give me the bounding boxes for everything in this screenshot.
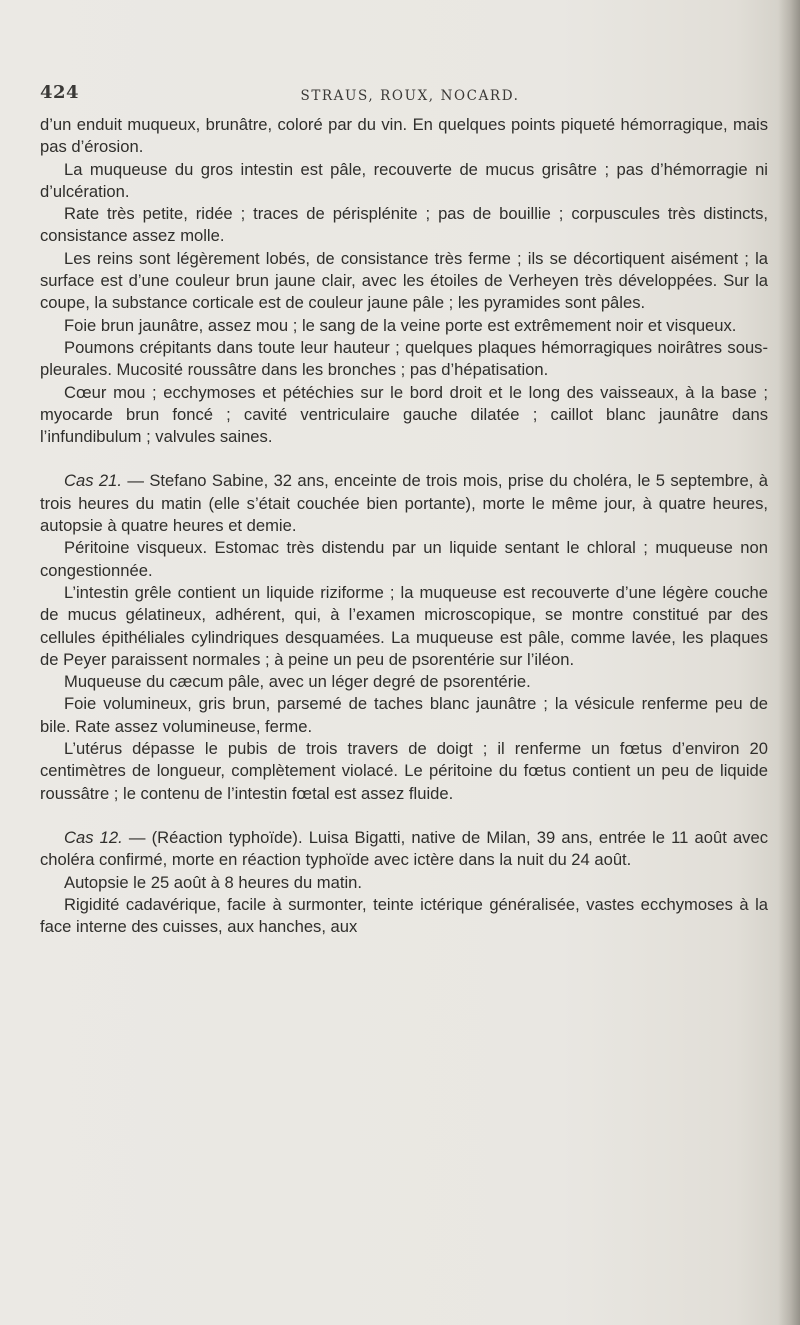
paragraph: L’intestin grêle contient un liquide riziforme ; la muqueuse est recouverte d’une légère couche de mucus gélatineux, adhérent, qui, à l’examen microscopique, se montre constitué par des cellules épithéliales cylindriques desquamées. La muqueuse est pâle, comme lavée, les plaques de Peyer paraissent normales ; à peine un peu de psorentérie sur l’iléon.	[40, 582, 768, 669]
paragraph: L’utérus dépasse le pubis de trois travers de doigt ; il renferme un fœtus d’environ 20 centimètres de longueur, complètement violacé. Le péritoine du fœtus contient un peu de liquide roussâtre ; le contenu de l’intestin fœtal est assez fluide.	[40, 739, 768, 803]
case-12-heading	[40, 827, 768, 872]
page-header	[40, 82, 780, 110]
paragraph: Autopsie le 25 août à 8 heures du matin.	[64, 872, 362, 892]
paragraph: La muqueuse du gros intestin est pâle, recouverte de mucus grisâtre ; pas d’hémorragie ni d’ulcération.	[40, 159, 768, 201]
paragraph: Les reins sont légèrement lobés, de consistance très ferme ; ils se décortiquent aisément ; la surface est d’une couleur brun jaune clair, avec les étoiles de Verheyen très développées. Sur la coupe, la substance corticale est de couleur jaune pâle ; les pyramides sont pâles.	[40, 248, 768, 313]
paragraph: Rigidité cadavérique, facile à surmonter, teinte ictérique généralisée, vastes ecchymoses à la face interne des cuisses, aux hanches, aux	[40, 894, 768, 937]
case-21-heading	[40, 470, 768, 537]
body-text	[40, 114, 768, 938]
page-number: 424	[40, 82, 80, 103]
paragraph: Rate très petite, ridée ; traces de périsplénite ; pas de bouillie ; corpuscules très distincts, consistance assez molle.	[40, 204, 768, 246]
case-21-text: — Stefano Sabine, 32 ans, enceinte de trois mois, prise du choléra, le 5 septembre, à trois heures du matin (elle s’était couchée bien portante), morte le même jour, à quatre heures, autopsie à quatre heures et demie.	[40, 471, 768, 536]
paragraph: Muqueuse du cæcum pâle, avec un léger degré de psorentérie.	[64, 672, 531, 692]
page-edge-shadow	[778, 0, 800, 1325]
case-21-label: Cas 21.	[64, 471, 122, 491]
section-gap	[40, 448, 768, 470]
case-12-text: — (Réaction typhoïde). Luisa Bigatti, native de Milan, 39 ans, entrée le 11 août avec choléra confirmé, morte en réaction typhoïde avec ictère dans la nuit du 24 août.	[40, 827, 768, 870]
paragraph: Foie volumineux, gris brun, parsemé de taches blanc jaunâtre ; la vésicule renferme peu de bile. Rate assez volumineuse, ferme.	[40, 694, 768, 736]
paragraph: d’un enduit muqueux, brunâtre, coloré par du vin. En quelques points piqueté hémorragique, mais pas d’érosion.	[40, 115, 768, 157]
paragraph: Foie brun jaunâtre, assez mou ; le sang de la veine porte est extrêmement noir et visqueux.	[64, 315, 737, 335]
section-gap	[40, 805, 768, 827]
paragraph: Péritoine visqueux. Estomac très distendu par un liquide sentant le chloral ; muqueuse non congestionnée.	[40, 538, 768, 580]
case-12-label: Cas 12.	[64, 827, 123, 847]
paragraph: Cœur mou ; ecchymoses et pétéchies sur le bord droit et le long des vaisseaux, à la base ; myocarde brun foncé ; cavité ventriculaire gauche dilatée ; caillot blanc jaunâtre dans l’infundibulum ; valvules saines.	[40, 382, 768, 447]
paragraph: Poumons crépitants dans toute leur hauteur ; quelques plaques hémorragiques noirâtres sous-pleurales. Mucosité roussâtre dans les bronches ; pas d’hépatisation.	[40, 337, 768, 380]
running-head: STRAUS, ROUX, NOCARD.	[300, 88, 520, 104]
